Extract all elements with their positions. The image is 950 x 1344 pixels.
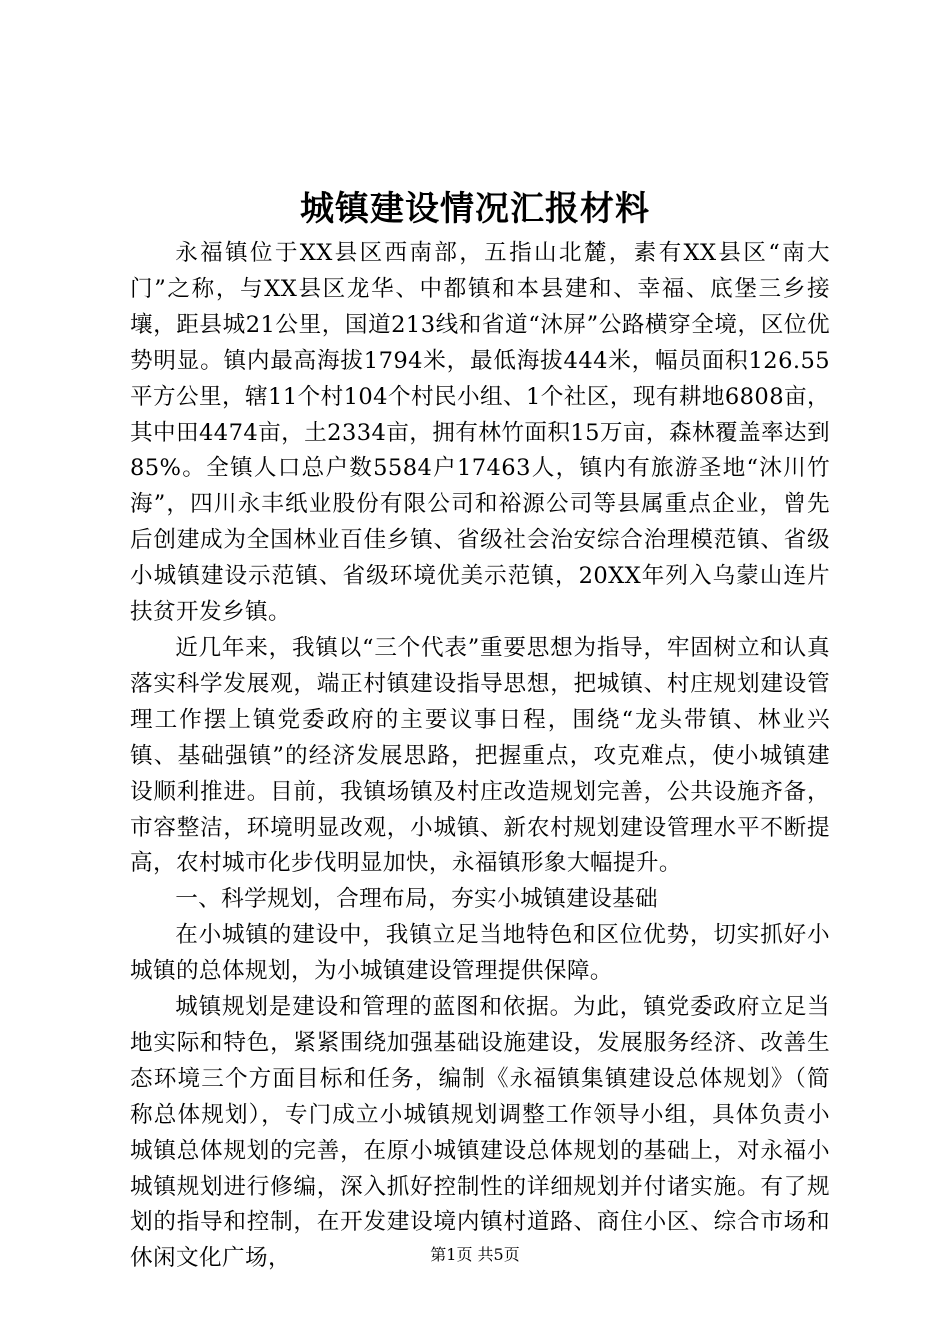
paragraph-recent-progress: 近几年来，我镇以“三个代表”重要思想为指导，牢固树立和认真落实科学发展观，端正村镇建设指导思想，把城镇、村庄规划建设管理工作摆上镇党委政府的主要议事日程，围绕“龙头带镇、林业兴镇、基础强镇”的经济发展思路，把握重点，攻克难点，使小城镇建设顺利推进。目前，我镇场镇及村庄改造规划完善，公共设施齐备，市容整洁，环境明显改观，小城镇、新农村规划建设管理水平不断提高，农村城市化步伐明显加快，永福镇形象大幅提升。	[130, 634, 830, 877]
page-number-footer: 第1页 共5页	[430, 1245, 520, 1264]
document-title: 城镇建设情况汇报材料	[300, 189, 650, 229]
document-body	[130, 236, 830, 1277]
paragraph-planning-detail: 城镇规划是建设和管理的蓝图和依据。为此，镇党委政府立足当地实际和特色，紧紧围绕加强基础设施建设，发展服务经济、改善生态环境三个方面目标和任务，编制《永福镇集镇建设总体规划》（简称总体规划），专门成立小城镇规划调整工作领导小组，具体负责小城镇总体规划的完善，在原小城镇建设总体规划的基础上，对永福小城镇规划进行修编，深入抓好控制性的详细规划并付诸实施。有了规划的指导和控制，在开发建设境内镇村道路、商住小区、综合市场和休闲文化广场，	[130, 994, 830, 1272]
paragraph-overview: 永福镇位于XX县区西南部，五指山北麓，素有XX县区“南大门”之称，与XX县区龙华、中都镇和本县建和、幸福、底堡三乡接壤，距县城21公里，国道213线和省道“沐屏”公路横穿全境，区位优势明显。镇内最高海拔1794米，最低海拔444米，幅员面积126.55平方公里，辖11个村104个村民小组、1个社区，现有耕地6808亩，其中田4474亩，土2334亩，拥有林竹面积15万亩，森林覆盖率达到85%。全镇人口总户数5584户17463人，镇内有旅游圣地“沐川竹海”，四川永丰纸业股份有限公司和裕源公司等县属重点企业，曾先后创建成为全国林业百佳乡镇、省级社会治安综合治理模范镇、省级小城镇建设示范镇、省级环境优美示范镇，20XX年列入乌蒙山连片扶贫开发乡镇。	[130, 240, 830, 626]
section-heading-1: 一、科学规划，合理布局，夯实小城镇建设基础	[175, 886, 659, 913]
paragraph-planning-intro: 在小城镇的建设中，我镇立足当地特色和区位优势，切实抓好小城镇的总体规划，为小城镇建设管理提供保障。	[130, 922, 830, 985]
